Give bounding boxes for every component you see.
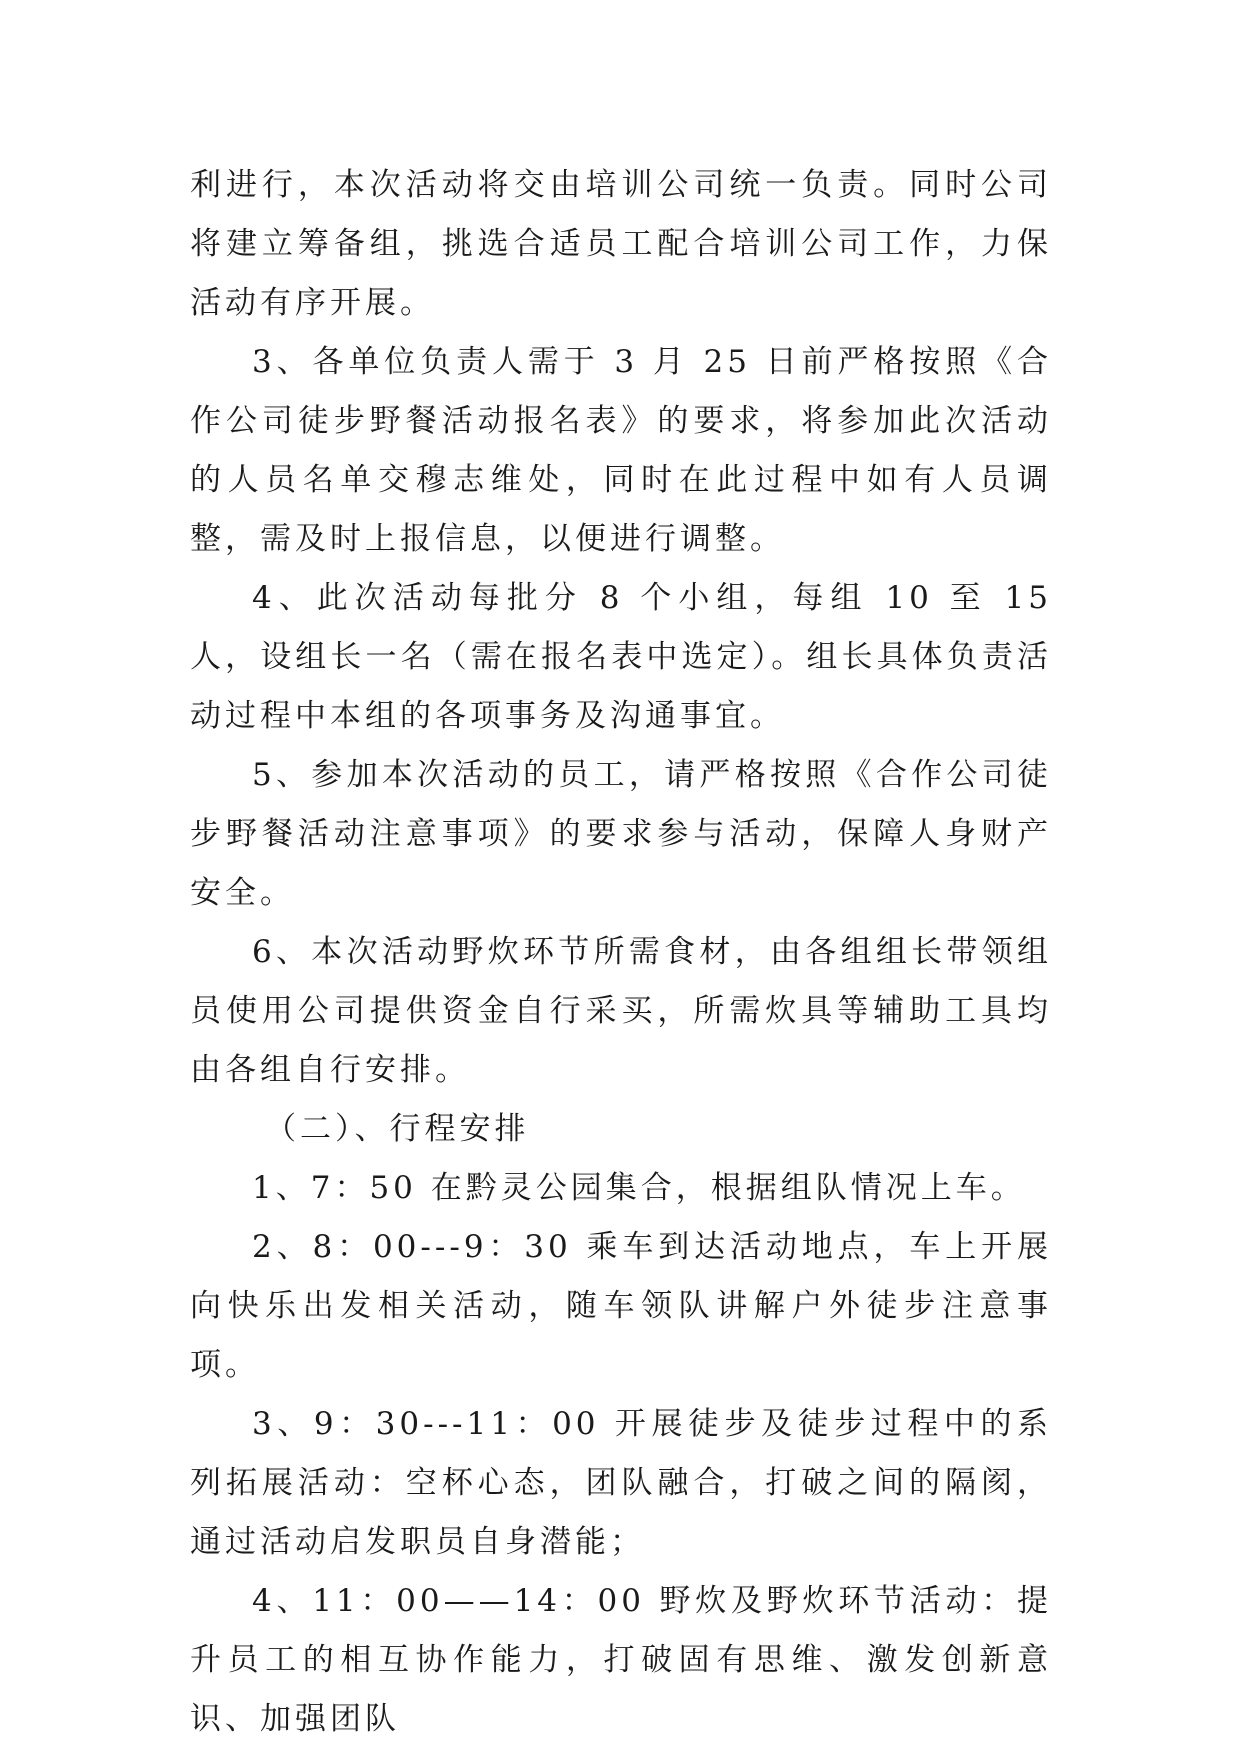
schedule-item-2: 2、8：00---9：30 乘车到达活动地点，车上开展向快乐出发相关活动，随车领队讲解户外徒步注意事项。	[190, 1229, 1052, 1383]
paragraph-item-3: 3、各单位负责人需于 3 月 25 日前严格按照《合作公司徒步野餐活动报名表》的要求，将参加此次活动的人员名单交穆志维处，同时在此过程中如有人员调整，需及时上报信息，以便进行调整。	[190, 344, 1052, 557]
document-body	[190, 156, 1052, 1749]
section-heading-schedule: （二）、行程安排	[265, 1111, 530, 1147]
paragraph-continuation: 利进行，本次活动将交由培训公司统一负责。同时公司将建立筹备组，挑选合适员工配合培训公司工作，力保活动有序开展。	[190, 167, 1052, 321]
schedule-item-1: 1、7：50 在黔灵公园集合，根据组队情况上车。	[252, 1170, 1026, 1206]
schedule-item-3: 3、9：30---11：00 开展徒步及徒步过程中的系列拓展活动：空杯心态，团队融合，打破之间的隔阂，通过活动启发职员自身潜能；	[190, 1406, 1052, 1560]
paragraph-item-5: 5、参加本次活动的员工，请严格按照《合作公司徒步野餐活动注意事项》的要求参与活动，保障人身财产安全。	[190, 757, 1052, 911]
paragraph-item-6: 6、本次活动野炊环节所需食材，由各组组长带领组员使用公司提供资金自行采买，所需炊具等辅助工具均由各组自行安排。	[190, 934, 1052, 1088]
schedule-item-4: 4、11：00——14：00 野炊及野炊环节活动：提升员工的相互协作能力，打破固有思维、激发创新意识、加强团队	[190, 1583, 1052, 1737]
paragraph-item-4: 4、此次活动每批分 8 个小组，每组 10 至 15 人，设组长一名（需在报名表中选定）。组长具体负责活动过程中本组的各项事务及沟通事宜。	[190, 580, 1052, 734]
